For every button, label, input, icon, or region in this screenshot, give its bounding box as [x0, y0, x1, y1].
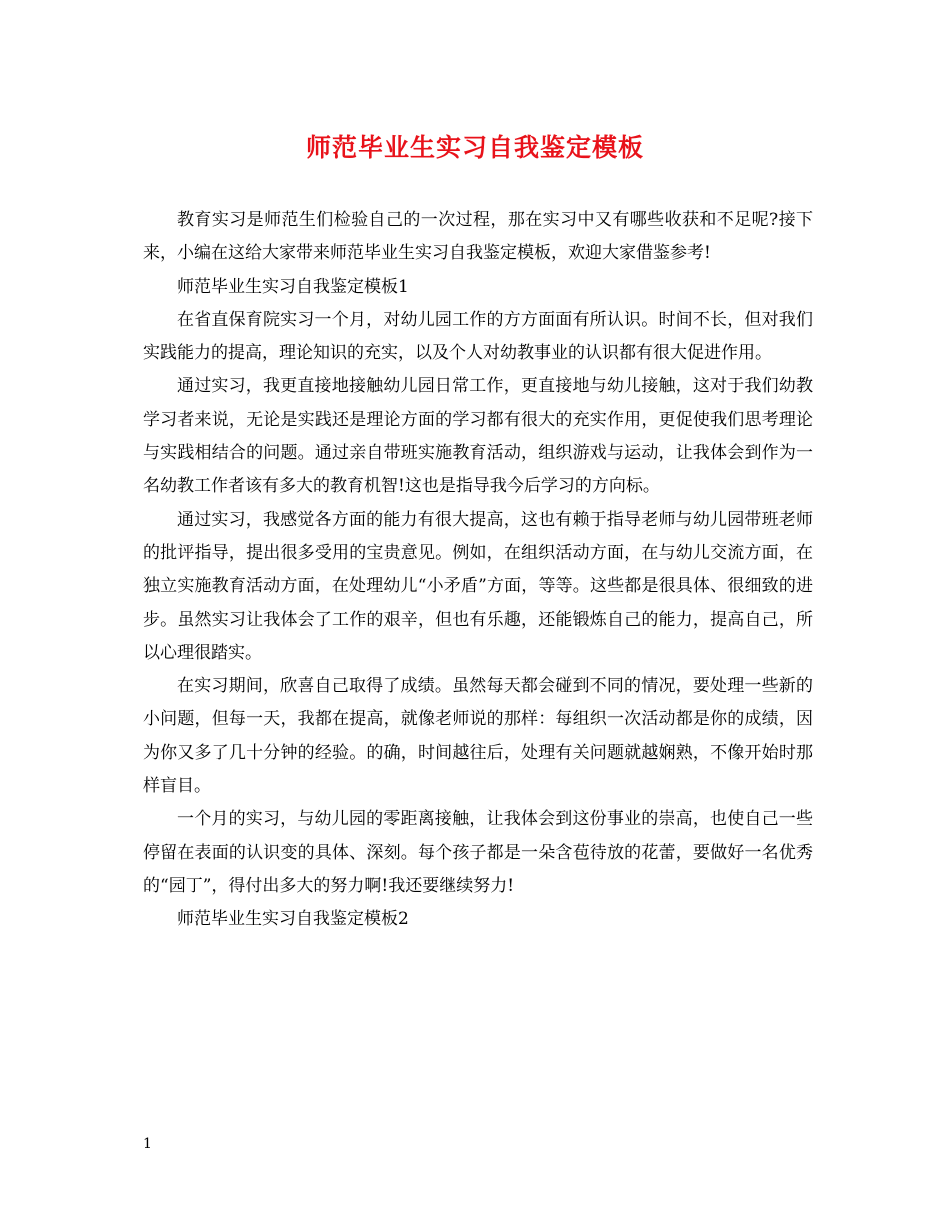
document-body — [143, 204, 813, 937]
body-paragraph: 通过实习，我感觉各方面的能力有很大提高，这也有赖于指导老师与幼儿园带班老师的批评指导，提出很多受用的宝贵意见。例如，在组织活动方面，在与幼儿交流方面，在独立实施教育活动方面，在处理幼儿“小矛盾”方面，等等。这些都是很具体、很细致的进步。虽然实习让我体会了工作的艰辛，但也有乐趣，还能锻炼自己的能力，提高自己，所以心理很踏实。 — [143, 509, 813, 663]
section-heading-2: 师范毕业生实习自我鉴定模板2 — [177, 909, 409, 930]
body-paragraph: 在实习期间，欣喜自己取得了成绩。虽然每天都会碰到不同的情况，要处理一些新的小问题，但每一天，我都在提高，就像老师说的那样：每组织一次活动都是你的成绩，因为你又多了几十分钟的经验。的确，时间越往后，处理有关问题就越娴熟，不像开始时那样盲目。 — [143, 676, 813, 797]
intro-paragraph: 教育实习是师范生们检验自己的一次过程，那在实习中又有哪些收获和不足呢?接下来，小编在这给大家带来师范毕业生实习自我鉴定模板，欢迎大家借鉴参考! — [143, 210, 813, 264]
section-heading-1: 师范毕业生实习自我鉴定模板1 — [177, 276, 409, 297]
page-number: 1 — [143, 1136, 152, 1152]
page-title: 师范毕业生实习自我鉴定模板 — [305, 133, 644, 162]
body-paragraph: 在省直保育院实习一个月，对幼儿园工作的方方面面有所认识。时间不长，但对我们实践能力的提高，理论知识的充实，以及个人对幼教事业的认识都有很大促进作用。 — [143, 309, 813, 364]
body-paragraph: 通过实习，我更直接地接触幼儿园日常工作，更直接地与幼儿接触，这对于我们幼教学习者来说，无论是实践还是理论方面的学习都有很大的充实作用，更促使我们思考理论与实践相结合的问题。通过亲自带班实施教育活动，组织游戏与运动，让我体会到作为一名幼教工作者该有多大的教育机智!这也是指导我今后学习的方向标。 — [143, 376, 813, 497]
body-paragraph: 一个月的实习，与幼儿园的零距离接触，让我体会到这份事业的崇高，也使自己一些停留在表面的认识变的具体、深刻。每个孩子都是一朵含苞待放的花蕾，要做好一名优秀的“园丁”，得付出多大的努力啊!我还要继续努力! — [143, 809, 813, 896]
